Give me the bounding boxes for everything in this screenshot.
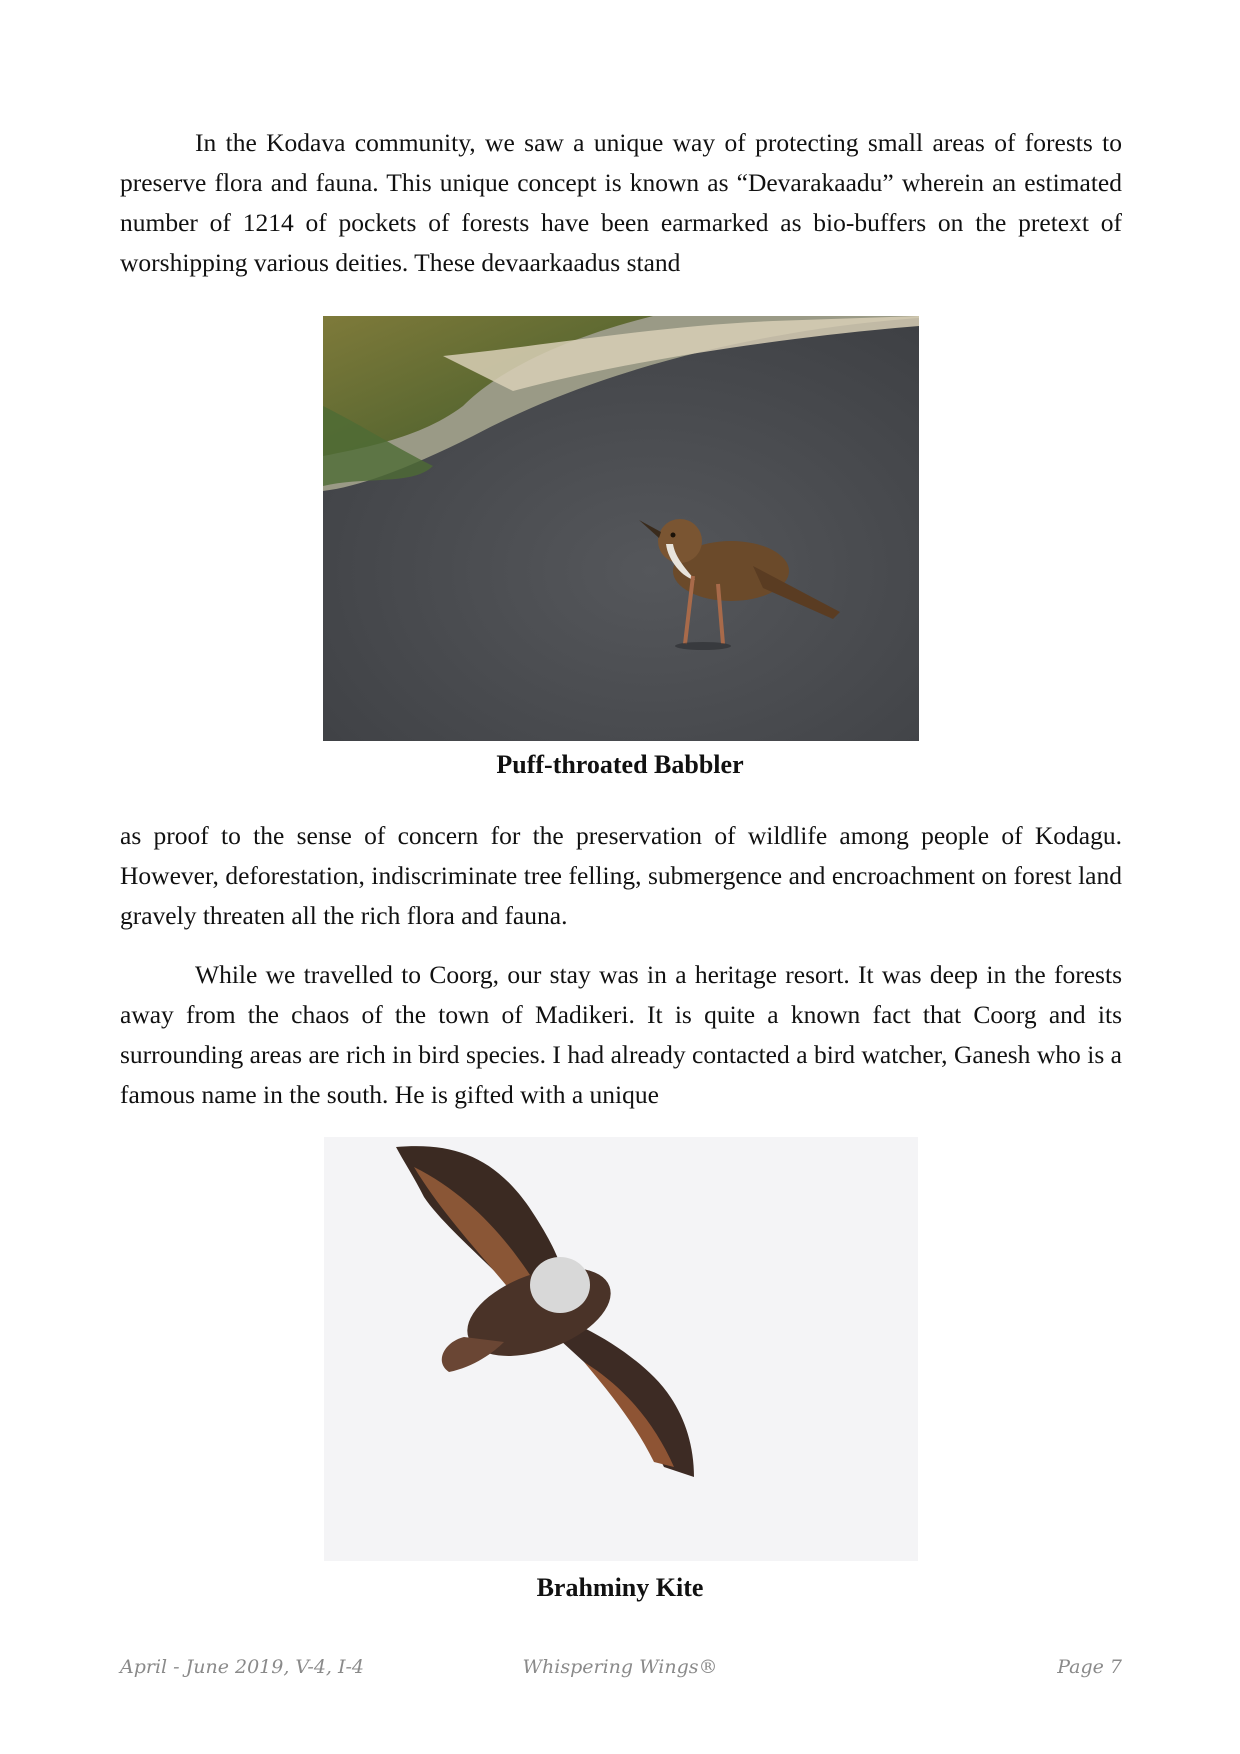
footer-issue: April - June 2019, V-4, I-4 bbox=[120, 1656, 365, 1678]
babbler-photo bbox=[323, 316, 919, 741]
kite-photo-icon bbox=[324, 1137, 918, 1561]
paragraph-1: In the Kodava community, we saw a unique way of protecting small areas of forests to preserve flora and fauna. This unique concept is known as “Devarakaadu” wherein an estimated number of 1214 of pockets of forests have been earmarked as bio-buffers on the pretext of worshipping various deities. These devaarkaadus stand bbox=[120, 128, 1122, 277]
figure-caption-kite: Brahminy Kite bbox=[536, 1573, 704, 1602]
paragraph-2: as proof to the sense of concern for the preservation of wildlife among people of Kodagu. However, deforestation, indiscriminate tree felling, submergence and encroachment on forest land gravely threaten all the rich flora and fauna. bbox=[120, 821, 1122, 930]
footer-publication: Whispering Wings® bbox=[522, 1656, 718, 1678]
babbler-photo-icon bbox=[323, 316, 919, 741]
footer-page-number: Page 7 bbox=[1057, 1656, 1122, 1678]
paragraph-3: While we travelled to Coorg, our stay was in a heritage resort. It was deep in the forests away from the chaos of the town of Madikeri. It is quite a known fact that Coorg and its surrounding areas are rich in bird species. I had already contacted a bird watcher, Ganesh who is a famous name in the south. He is gifted with a unique bbox=[120, 960, 1122, 1109]
kite-photo bbox=[324, 1137, 918, 1561]
figure-caption-babbler: Puff-throated Babbler bbox=[496, 750, 744, 779]
